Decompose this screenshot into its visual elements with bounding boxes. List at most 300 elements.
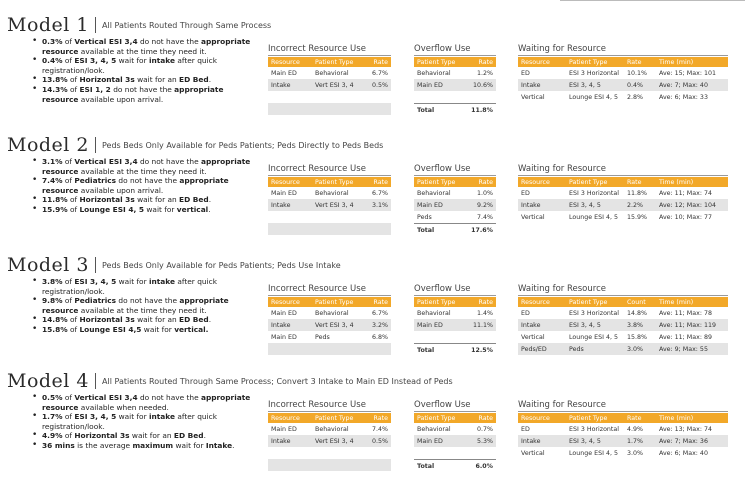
table-row [518,211,728,223]
finding-text: of [62,277,75,286]
table-title: Incorrect Resource Use [268,163,391,176]
title-divider [95,17,96,33]
data-table [518,297,728,355]
table-row [518,319,728,331]
table-cell [462,447,496,460]
table-cell: Ave: 9; Max: 55 [656,343,728,355]
table-row [268,211,391,223]
data-table [414,413,496,472]
finding-text: appropriate resource [42,393,251,412]
table-cell: Main ED [268,423,312,435]
table-row [268,423,391,435]
table-cell: Ave: 12; Max: 104 [656,199,728,211]
model-subtitle: Peds Beds Only Available for Peds Patients; Peds Directly to Peds Beds [102,140,384,150]
table-cell: Lounge ESI 4, 5 [566,91,624,103]
table-row [518,343,728,355]
finding-text: 36 mins [42,440,75,450]
waiting-for-resource-table [518,399,728,459]
finding-text: . [208,195,212,205]
table-header-row [414,413,496,423]
table-cell [368,211,391,223]
finding-text: appropriate resource [42,84,224,104]
finding-text: Horizontal 3s [79,195,135,205]
table-row [414,319,496,331]
waiting-for-resource-table [518,163,728,223]
table-cell: 3.0% [624,447,656,459]
column-header: Patient Type [414,297,462,307]
data-table [518,177,728,223]
finding-text: do not have the [137,157,201,166]
finding-text: available at the time they need it. [78,305,207,315]
table-cell: ED [518,187,566,199]
finding-text: of [62,157,75,166]
total-row [414,104,496,117]
column-header: Rate [368,413,391,423]
table-title: Overflow Use [414,399,496,412]
table-cell: Behavioral [312,423,368,435]
table-cell: 1.0% [462,187,496,199]
table-cell: ED [518,423,566,435]
data-table [268,297,391,355]
finding-text: ESI 3, 4, 5 [74,277,117,286]
finding-text: 14.3% [42,84,68,94]
overflow-use-table [414,283,496,356]
table-cell: Ave: 15; Max: 101 [656,67,728,79]
table-cell: Vertical [518,91,566,103]
table-row [268,331,391,343]
table-row [518,79,728,91]
table-row [268,67,391,79]
finding-item [32,157,257,176]
finding-text: available upon arrival. [78,185,164,195]
column-header: Rate [462,177,496,187]
table-cell [268,223,312,235]
finding-text: do not have the [137,393,201,402]
finding-item [32,37,257,56]
title-divider [95,257,96,273]
table-cell: 3.1% [368,199,391,211]
model-header [7,254,341,276]
finding-text: appropriate resource [42,37,251,56]
finding-text: available at the time they need it. [78,166,207,176]
finding-item [32,85,257,104]
column-header: Resource [268,413,312,423]
finding-text: ED Bed [179,75,209,85]
model-subtitle: Peds Beds Only Available for Peds Patients; Peds Use Intake [102,260,341,270]
title-divider [95,373,96,389]
column-header: Resource [518,297,566,307]
table-cell [368,223,391,235]
table-row [268,223,391,235]
table-cell: 3.8% [624,319,656,331]
table-row [268,199,391,211]
column-header: Patient Type [312,57,368,67]
finding-text: intake [148,412,176,422]
table-cell [312,223,368,235]
table-cell: 2.8% [624,91,656,103]
table-cell: Main ED [268,331,312,343]
model-section-4 [0,370,745,490]
table-cell: Behavioral [414,187,462,199]
table-cell: Intake [518,319,566,331]
table-cell: Intake [518,79,566,91]
table-cell [268,211,312,223]
finding-text: wait for an [134,315,180,325]
table-row [268,435,391,447]
waiting-for-resource-table [518,283,728,355]
table-cell: Ave: 13; Max: 74 [656,423,728,435]
column-header: Patient Type [566,297,624,307]
table-cell: Ave: 11; Max: 89 [656,331,728,343]
data-table [518,413,728,459]
table-row [518,187,728,199]
table-cell: 15.8% [624,331,656,343]
finding-text: 7.4% [42,176,63,186]
finding-item [32,277,257,296]
column-header: Resource [268,297,312,307]
finding-text: Horizontal 3s [79,75,135,85]
finding-text: appropriate resource [42,157,251,176]
finding-text: do not have the [116,296,180,306]
finding-text: wait for an [134,75,180,85]
column-header: Time (min) [656,57,728,67]
column-header: Rate [462,57,496,67]
finding-text: Horizontal 3s [79,315,135,325]
column-header: Patient Type [566,177,624,187]
finding-text: 3.8% [42,277,63,286]
table-cell: Intake [268,199,312,211]
finding-text: after quick registration/look. [42,412,217,431]
model-section-1 [0,14,745,134]
table-cell: ESI 3, 4, 5 [566,319,624,331]
table-cell [312,459,368,471]
table-cell: 1.2% [462,67,496,79]
total-cell: 6.0% [462,460,496,473]
finding-text: intake [148,277,176,286]
column-header: Time (min) [656,413,728,423]
table-cell: Main ED [268,67,312,79]
finding-text: wait for [116,56,149,66]
column-header: Rate [462,413,496,423]
total-cell: 17.6% [462,224,496,237]
table-row [414,331,496,344]
finding-text: of [67,195,80,205]
table-cell [268,447,312,459]
table-row [414,423,496,435]
total-cell: Total [414,460,462,473]
finding-text: Vertical ESI 3,4 [74,393,138,402]
finding-text: Vertical ESI 3,4 [74,37,138,46]
finding-text: of [67,315,80,325]
table-row [414,67,496,79]
table-row [268,343,391,355]
table-row [414,91,496,104]
finding-text: . [208,315,212,325]
table-row [414,211,496,224]
model-subtitle: All Patients Routed Through Same Process; Convert 3 Intake to Main ED Instead of Peds [102,376,453,386]
table-cell: Main ED [268,187,312,199]
table-cell: Intake [518,435,566,447]
table-cell: 9.2% [462,199,496,211]
finding-text: of [62,393,75,402]
table-cell: Ave: 10; Max: 77 [656,211,728,223]
table-title: Overflow Use [414,163,496,176]
table-cell [268,343,312,355]
total-row [414,344,496,357]
table-row [518,199,728,211]
findings-list [32,37,257,104]
table-cell [312,91,368,103]
finding-text: 15.8% [42,324,68,334]
table-cell: Intake [268,79,312,91]
finding-text: available upon arrival. [78,94,164,104]
finding-text: vertical. [174,324,209,334]
table-cell: Main ED [414,199,462,211]
finding-item [32,412,257,431]
table-cell: ESI 3 Horizontal [566,67,624,79]
title-divider [95,137,96,153]
table-cell: Behavioral [312,307,368,319]
data-table [268,57,391,115]
finding-item [32,441,257,451]
table-cell: 4.9% [624,423,656,435]
table-cell: 6.7% [368,307,391,319]
column-header: Time (min) [656,177,728,187]
finding-text: 15.9% [42,204,68,214]
table-cell: Main ED [414,435,462,447]
finding-text: of [62,37,75,46]
finding-text: do not have the [110,84,175,94]
incorrect-resource-use-table [268,283,391,355]
table-row [518,307,728,319]
table-title: Incorrect Resource Use [268,283,391,296]
finding-text: 1.7% [42,412,63,422]
table-cell [368,91,391,103]
table-cell: Main ED [268,307,312,319]
overflow-use-table [414,163,496,236]
table-row [518,447,728,459]
table-cell: Ave: 7; Max: 40 [656,79,728,91]
finding-text: appropriate resource [42,176,229,195]
model-title: Model 1 [7,14,90,36]
top-rule [560,0,745,1]
total-row [414,224,496,237]
column-header: Patient Type [566,57,624,67]
table-cell: 6.7% [368,187,391,199]
table-cell: Ave: 11; Max: 78 [656,307,728,319]
table-cell: Behavioral [414,67,462,79]
finding-text: 0.3% [42,37,63,46]
column-header: Patient Type [566,413,624,423]
table-cell: ESI 3 Horizontal [566,187,624,199]
table-header-row [268,297,391,307]
table-row [414,435,496,447]
model-section-3 [0,254,745,374]
finding-text: of [67,84,80,94]
column-header: Resource [518,57,566,67]
table-title: Incorrect Resource Use [268,399,391,412]
table-row [518,91,728,103]
column-header: Time (min) [656,297,728,307]
overflow-use-table [414,399,496,472]
finding-text: Pediatrics [74,296,117,306]
table-cell: Behavioral [312,187,368,199]
finding-text: of [67,75,80,85]
model-header [7,370,453,392]
finding-text: of [67,324,80,334]
column-header: Patient Type [414,177,462,187]
model-title: Model 4 [7,370,90,392]
table-row [414,79,496,91]
table-row [518,435,728,447]
finding-text: do not have the [137,37,201,46]
table-cell [368,447,391,459]
table-cell: Peds [414,211,462,224]
finding-item [32,56,257,75]
table-row [268,79,391,91]
table-header-row [518,177,728,187]
finding-text: of [62,296,75,306]
column-header: Resource [268,57,312,67]
findings-list [32,277,257,335]
finding-text: 13.8% [42,75,68,85]
table-row [268,103,391,115]
table-cell: Lounge ESI 4, 5 [566,211,624,223]
table-cell [312,211,368,223]
findings-list [32,157,257,215]
table-header-row [518,297,728,307]
table-cell: 3.2% [368,319,391,331]
table-cell: 11.8% [624,187,656,199]
finding-item [32,75,257,85]
table-cell: Lounge ESI 4, 5 [566,447,624,459]
table-cell: Vertical [518,331,566,343]
table-row [414,199,496,211]
table-title: Incorrect Resource Use [268,43,391,56]
finding-text: ESI 3, 4, 5 [74,56,117,66]
data-table [414,297,496,356]
table-title: Overflow Use [414,283,496,296]
table-cell: 5.3% [462,435,496,447]
table-title: Waiting for Resource [518,283,728,296]
table-cell: Intake [518,199,566,211]
table-cell: 0.7% [462,423,496,435]
table-cell [368,343,391,355]
column-header: Rate [624,177,656,187]
table-header-row [268,57,391,67]
finding-text: 11.8% [42,195,68,205]
incorrect-resource-use-table [268,399,391,471]
table-cell: Behavioral [312,67,368,79]
finding-text: ESI 3, 4, 5 [74,412,117,422]
finding-text: 0.4% [42,56,63,66]
table-cell [312,343,368,355]
finding-text: ESI 1, 2 [79,84,111,94]
data-table [414,177,496,236]
finding-text: of [67,204,80,214]
total-cell: Total [414,224,462,237]
table-cell: 0.4% [624,79,656,91]
finding-text: after quick registration/look. [42,277,217,296]
finding-text: available at the time they need it. [78,46,207,56]
table-header-row [414,57,496,67]
model-title: Model 3 [7,254,90,276]
model-subtitle: All Patients Routed Through Same Process [102,20,272,30]
finding-text: ED Bed [179,195,209,205]
table-header-row [518,57,728,67]
finding-text: wait for [173,440,206,450]
table-row [518,331,728,343]
finding-text: Horizontal 3s [74,431,130,441]
table-header-row [518,413,728,423]
table-cell: Lounge ESI 4, 5 [566,331,624,343]
table-cell: Ave: 6; Max: 33 [656,91,728,103]
finding-text: Pediatrics [74,176,117,186]
column-header: Rate [462,297,496,307]
finding-text: . [232,440,235,450]
table-header-row [414,177,496,187]
finding-item [32,176,257,195]
waiting-for-resource-table [518,43,728,103]
finding-text: vertical [176,204,209,214]
table-cell: Intake [268,319,312,331]
total-cell: 12.5% [462,344,496,357]
table-row [268,307,391,319]
model-header [7,14,271,36]
table-cell [268,459,312,471]
column-header: Rate [368,297,391,307]
table-cell: ESI 3, 4, 5 [566,199,624,211]
incorrect-resource-use-table [268,163,391,235]
table-cell: Ave: 6; Max: 40 [656,447,728,459]
table-cell: Peds/ED [518,343,566,355]
finding-text: . [208,204,211,214]
finding-text: of [62,431,75,441]
finding-item [32,431,257,441]
finding-item [32,325,257,335]
finding-text: is the average [74,440,133,450]
table-cell: 0.5% [368,79,391,91]
table-cell [462,331,496,344]
finding-text: 4.9% [42,431,63,441]
finding-text: after quick registration/look. [42,56,217,75]
table-cell: Behavioral [414,307,462,319]
table-cell: ESI 3, 4, 5 [566,79,624,91]
column-header: Rate [624,413,656,423]
table-cell: ESI 3 Horizontal [566,307,624,319]
column-header: Count [624,297,656,307]
table-row [414,187,496,199]
column-header: Patient Type [312,413,368,423]
finding-text: wait for [141,324,175,334]
finding-item [32,315,257,325]
table-cell: Intake [268,435,312,447]
finding-item [32,205,257,215]
incorrect-resource-use-table [268,43,391,115]
finding-text: of [62,176,75,186]
data-table [518,57,728,103]
model-section-2 [0,134,745,254]
table-cell: Vert ESI 3, 4 [312,435,368,447]
table-header-row [268,413,391,423]
finding-text: Vertical ESI 3,4 [74,157,138,166]
table-cell: 2.2% [624,199,656,211]
data-table [268,413,391,471]
overflow-use-table [414,43,496,116]
table-cell: ESI 3 Horizontal [566,423,624,435]
column-header: Patient Type [414,57,462,67]
table-cell: 11.1% [462,319,496,331]
